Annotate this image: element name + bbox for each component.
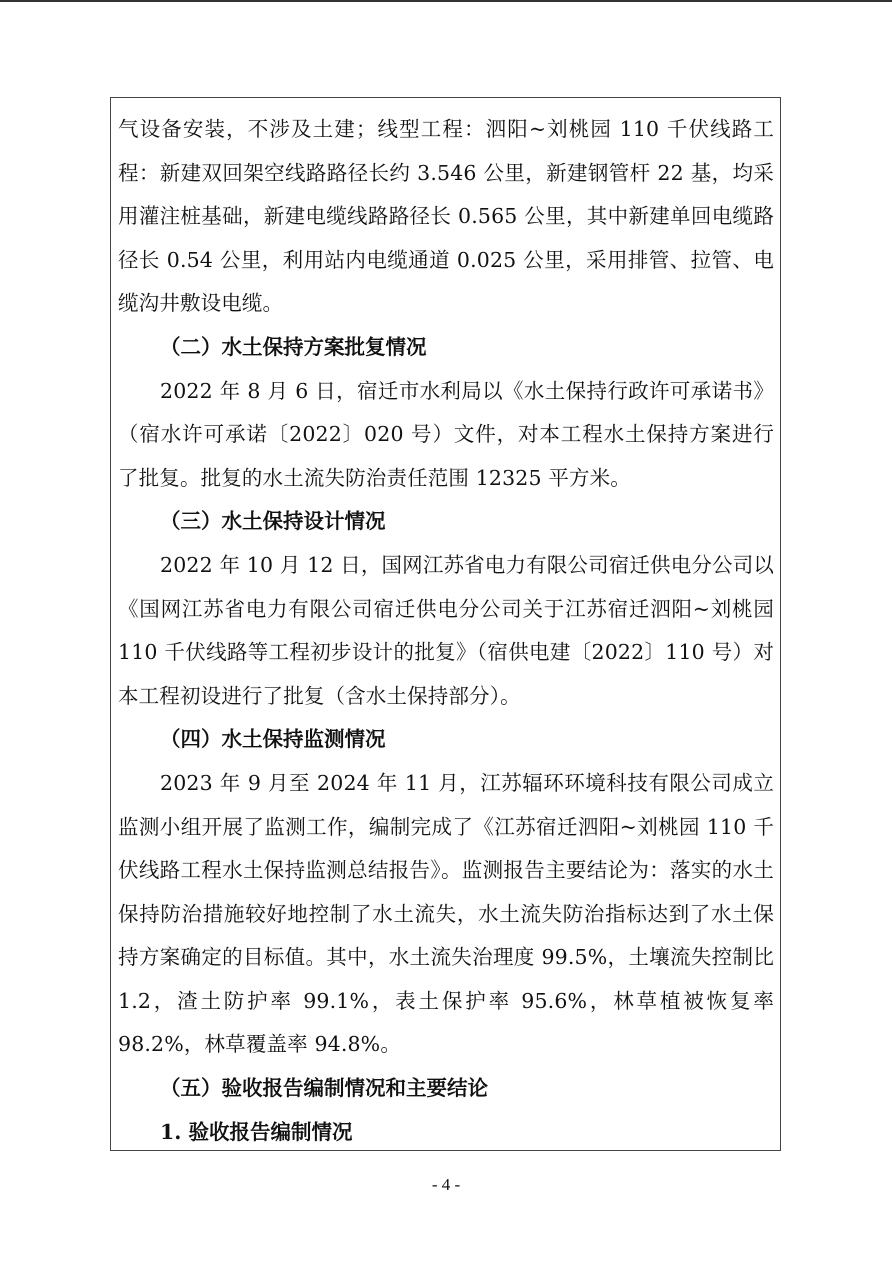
heading-plan-approval: （二）水土保持方案批复情况 xyxy=(160,334,427,359)
subheading-report-compilation: 1. 验收报告编制情况 xyxy=(160,1119,353,1144)
paragraph-monitoring: 2023 年 9 月至 2024 年 11 月，江苏辐环环境科技有限公司成立监测小组开展了监测工作，编制完成了《江苏宿迁泗阳~刘桃园 110 千伏线路工程水土保持监测总结报告》。监测报告主要结论为：落实的水土保持防治措施较好地控制了水土流失，水土流失防治指标达到了水土保持方案确定的目标值。其中，水土流失治理度 99.5%，土壤流失控制比 1.2，渣土防护率 99.1%，表土保护率 95.6%，林草植被恢复率 98.2%，林草覆盖率 94.8%。 xyxy=(118,770,774,1057)
top-border-line xyxy=(0,0,892,2)
paragraph-design: 2022 年 10 月 12 日，国网江苏省电力有限公司宿迁供电分公司以《国网江苏省电力有限公司宿迁供电分公司关于江苏宿迁泗阳~刘桃园 110 千伏线路等工程初步设计的批复》（宿供电建〔2022〕110 号）对本工程初设进行了批复（含水土保持部分）。 xyxy=(118,552,774,708)
document-body xyxy=(118,108,774,1154)
heading-acceptance-report: （五）验收报告编制情况和主要结论 xyxy=(160,1076,488,1101)
paragraph-project-scope: 气设备安装，不涉及土建；线型工程：泗阳~刘桃园 110 千伏线路工程：新建双回架空线路路径长约 3.546 公里，新建钢管杆 22 基，均采用灌注桩基础，新建电缆线路路径长 0.565 公里，其中新建单回电缆路径长 0.54 公里，利用站内电缆通道 0.025 公里，采用排管、拉管、电缆沟井敷设电缆。 xyxy=(118,117,774,316)
page-number: - 4 - xyxy=(431,1175,461,1194)
heading-monitoring: （四）水土保持监测情况 xyxy=(160,727,386,752)
paragraph-plan-approval: 2022 年 8 月 6 日，宿迁市水利局以《水土保持行政许可承诺书》（宿水许可承诺〔2022〕020 号）文件，对本工程水土保持方案进行了批复。批复的水土流失防治责任范围 12325 平方米。 xyxy=(118,378,774,490)
heading-design: （三）水土保持设计情况 xyxy=(160,509,386,534)
